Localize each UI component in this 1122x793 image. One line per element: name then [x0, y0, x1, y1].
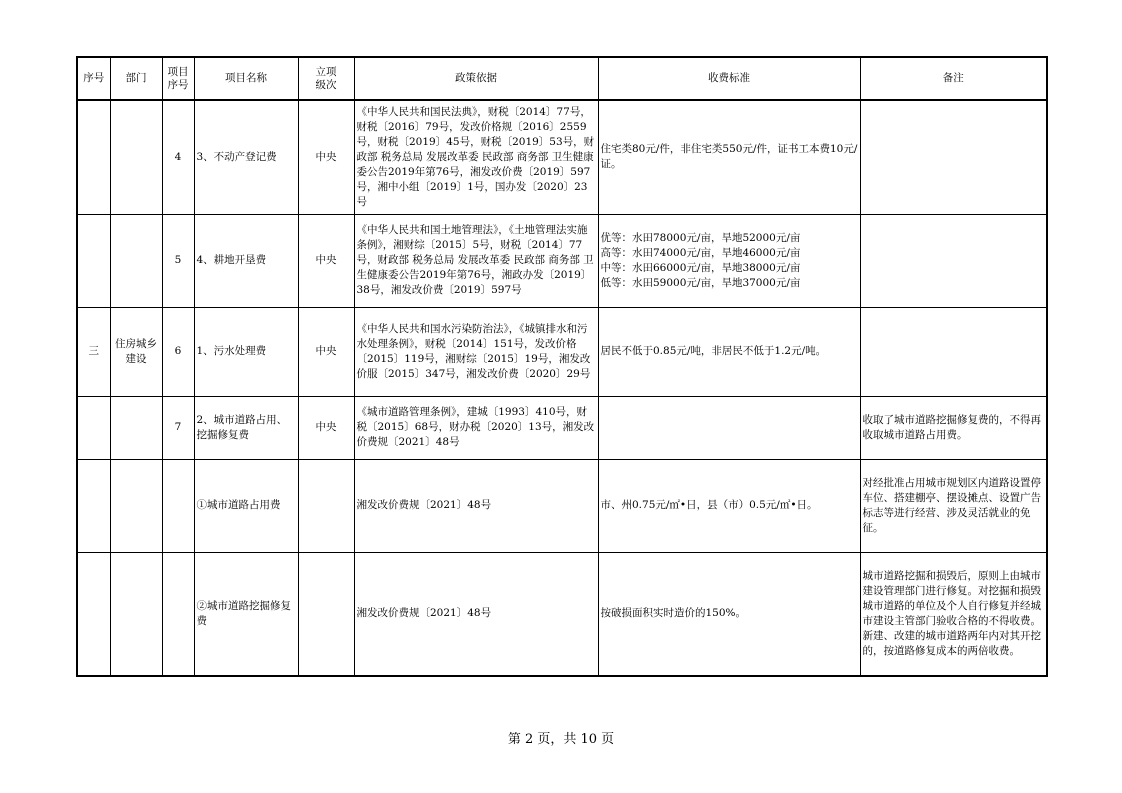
header-dept: 部门	[110, 57, 162, 100]
cell-remarks: 城市道路挖掘和损毁后，原则上由城市建设管理部门进行修复。对挖掘和损毁城市道路的单位及个人自行修复并经城市建设主管部门验收合格的不得收费。新建、改建的城市道路两年内对其开挖的，按道路修复成本的两倍收费。	[860, 552, 1047, 676]
header-item-seq: 项目 序号	[162, 57, 194, 100]
table-row	[77, 100, 1047, 214]
cell-standard: 住宅类80元/件，非住宅类550元/件，证书工本费10元/证。	[598, 100, 860, 214]
header-remarks: 备注	[860, 57, 1047, 100]
cell-item-name: 3、不动产登记费	[194, 100, 298, 214]
cell-item-seq: 7	[162, 396, 194, 459]
cell-item-seq	[162, 459, 194, 552]
cell-standard: 按破损面积实时造价的150%。	[598, 552, 860, 676]
cell-basis: 《中华人民共和国水污染防治法》，《城镇排水和污水处理条例》，财税〔2014〕151号，发改价格〔2015〕119号，湘财综〔2015〕19号，湘发改价服〔2015〕347号，湘发改价费〔2020〕29号	[354, 307, 598, 396]
cell-level: 中央	[298, 396, 354, 459]
cell-seq	[77, 552, 110, 676]
cell-basis: 《中华人民共和国民法典》，财税〔2014〕77号，财税〔2016〕79号，发改价格规〔2016〕2559号，财税〔2019〕45号，财税〔2019〕53号，财政部 税务总局 发展改革委 民政部 商务部 卫生健康委公告2019年第76号，湘发改价费〔2019〕597号，湘中小组〔2019〕1号，国办发〔2020〕23号	[354, 100, 598, 214]
cell-remarks: 收取了城市道路挖掘修复费的，不得再收取城市道路占用费。	[860, 396, 1047, 459]
cell-standard: 居民不低于0.85元/吨，非居民不低于1.2元/吨。	[598, 307, 860, 396]
header-level: 立项 级次	[298, 57, 354, 100]
cell-item-name: 1、污水处理费	[194, 307, 298, 396]
cell-dept	[110, 552, 162, 676]
cell-level: 中央	[298, 214, 354, 307]
header-seq: 序号	[77, 57, 110, 100]
cell-level: 中央	[298, 307, 354, 396]
cell-level	[298, 459, 354, 552]
cell-standard	[598, 396, 860, 459]
header-standard: 收费标准	[598, 57, 860, 100]
header-basis: 政策依据	[354, 57, 598, 100]
cell-dept: 住房城乡建设	[110, 307, 162, 396]
cell-item-name: ①城市道路占用费	[194, 459, 298, 552]
cell-basis: 《城市道路管理条例》，建城〔1993〕410号，财税〔2015〕68号，财办税〔2020〕13号，湘发改价费规〔2021〕48号	[354, 396, 598, 459]
cell-item-seq: 6	[162, 307, 194, 396]
cell-item-seq	[162, 552, 194, 676]
cell-item-seq: 5	[162, 214, 194, 307]
cell-dept	[110, 396, 162, 459]
cell-seq	[77, 396, 110, 459]
cell-standard: 优等：水田78000元/亩，旱地52000元/亩 高等：水田74000元/亩，旱地46000元/亩 中等：水田66000元/亩，旱地38000元/亩 低等：水田59000元/亩，旱地37000元/亩	[598, 214, 860, 307]
fee-table	[76, 56, 1048, 677]
cell-dept	[110, 459, 162, 552]
cell-dept	[110, 100, 162, 214]
cell-basis: 《中华人民共和国土地管理法》，《土地管理法实施条例》，湘财综〔2015〕5号，财税〔2014〕77号，财政部 税务总局 发展改革委 民政部 商务部 卫生健康委公告2019年第76号，湘政办发〔2019〕38号，湘发改价费〔2019〕597号	[354, 214, 598, 307]
cell-dept	[110, 214, 162, 307]
cell-remarks: 对经批准占用城市规划区内道路设置停车位、搭建棚亭、摆设摊点、设置广告标志等进行经营、涉及灵活就业的免征。	[860, 459, 1047, 552]
cell-level: 中央	[298, 100, 354, 214]
table-row	[77, 396, 1047, 459]
table-row	[77, 459, 1047, 552]
cell-seq	[77, 214, 110, 307]
page-footer: 第 2 页，共 10 页	[507, 732, 615, 747]
table-header-row	[77, 57, 1047, 100]
cell-basis: 湘发改价费规〔2021〕48号	[354, 552, 598, 676]
cell-level	[298, 552, 354, 676]
cell-item-name: 2、城市道路占用、挖掘修复费	[194, 396, 298, 459]
cell-item-seq: 4	[162, 100, 194, 214]
cell-seq	[77, 100, 110, 214]
cell-seq: 三	[77, 307, 110, 396]
cell-remarks	[860, 100, 1047, 214]
cell-seq	[77, 459, 110, 552]
table-row	[77, 214, 1047, 307]
header-item-name: 项目名称	[194, 57, 298, 100]
cell-basis: 湘发改价费规〔2021〕48号	[354, 459, 598, 552]
cell-item-name: 4、耕地开垦费	[194, 214, 298, 307]
cell-standard: 市、州0.75元/㎡•日，县（市）0.5元/㎡•日。	[598, 459, 860, 552]
cell-remarks	[860, 214, 1047, 307]
cell-item-name: ②城市道路挖掘修复费	[194, 552, 298, 676]
table-row	[77, 552, 1047, 676]
table-row	[77, 307, 1047, 396]
cell-remarks	[860, 307, 1047, 396]
